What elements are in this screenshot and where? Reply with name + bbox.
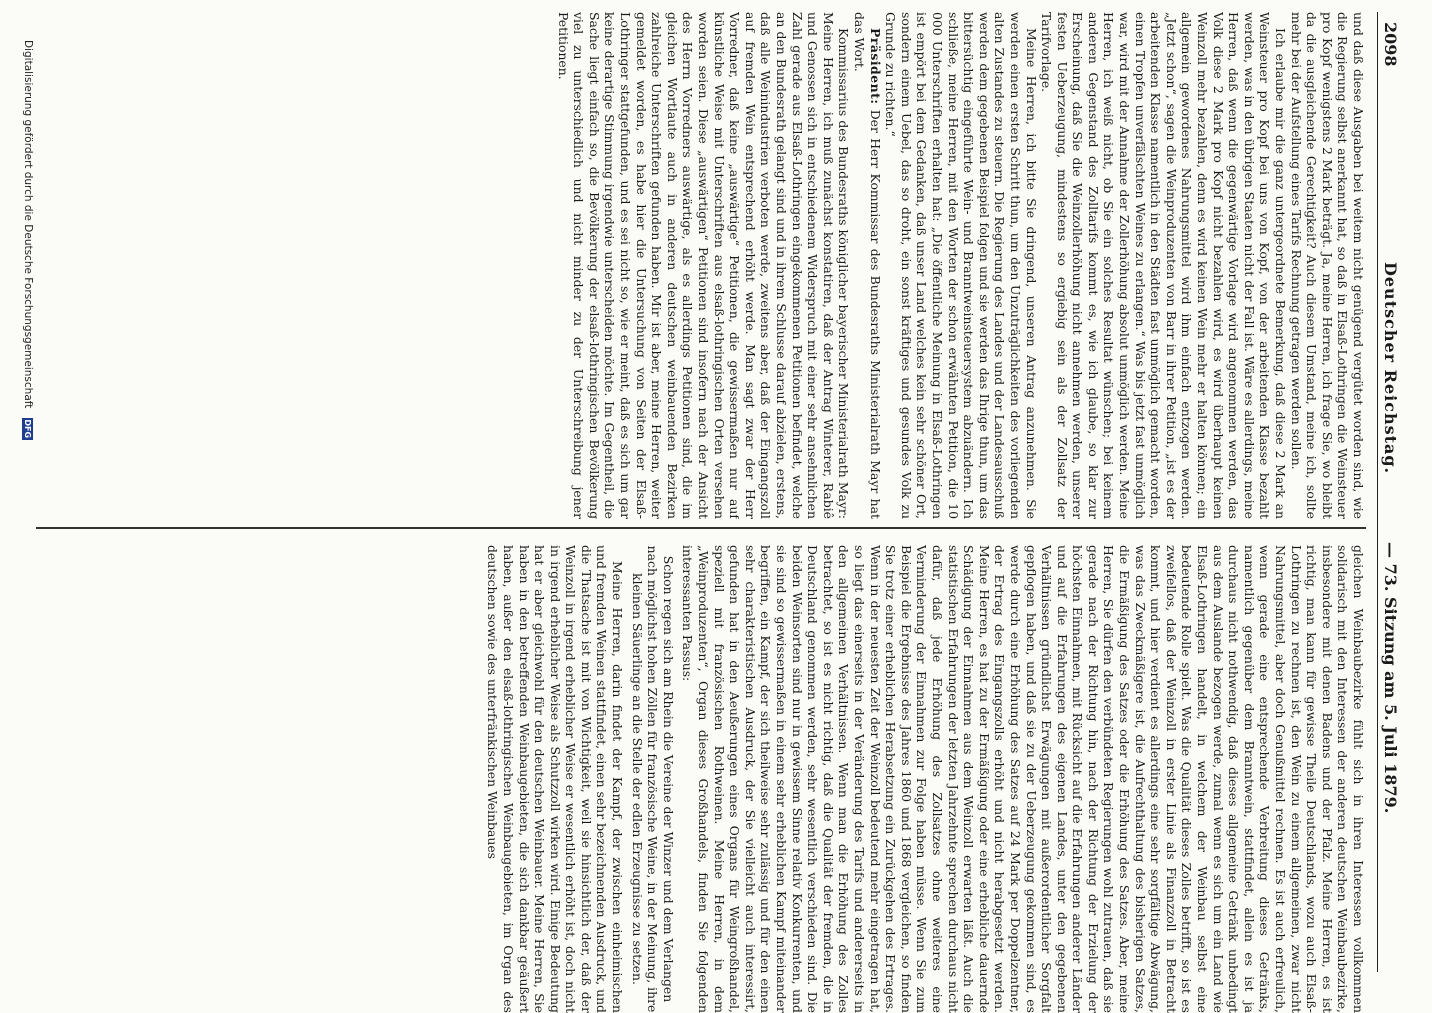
- column-divider: [36, 527, 1366, 529]
- quoted-passage: Schon regen sich am Rhein die Vereine der Winzer und dem Verlangen nach möglichst hohen Zöllen für französische Weine, in der Meinung, ihre kleinen Säuerlinge an die Stelle der edlen Erzeugnisse zu setzen.: [629, 545, 676, 1013]
- page-number: 2098: [1381, 22, 1400, 67]
- dfg-logo-icon: DFG: [23, 419, 33, 439]
- paragraph: Kommissarius des Bundesraths königlicher bayerischer Ministerialrath Mayr: Meine Herren, ich muß zunächst konstatiren, daß der Antrag Winterer, Rabiê und Genossen sich in entschiedenem Widerspruch mit einer sehr ansehnlichen Zahl gerade aus Elsaß-Lothringen eingekommenen Petitionen befindet, welche an den Bundesrath gelangt sind und in ihrem Schlusse darauf abzielen, erstens, daß alle Weinindustrien verboten werde, zweitens aber, daß der Eingangszoll auf fremden Wein entsprechend erhöht werde. Man sagt zwar der Herr Vorredner, daß keine „auswärtige“ Petitionen, die gewissermaßen nur auf künstliche Weise mit Unterschriften aus elsaß-lothringischen Orten versehen worden seien. Diese „auswärtigen“ Petitionen sind insofern nach der Ansicht des Herrn Vorredners auswärtige, als es allerdings Petitionen sind, die im gleichen Wortlaute auch in anderen deutschen weinbauenden Bezirken zahlreiche Unterschriften gefunden haben. Mir ist aber, meine Herren, weiter gemeldet worden, es habe hier die Untersuchung von Seiten der Elsaß-Lothringer stattgefunden, und es sei nicht so, wie er meint, daß es sich um gar keine derartige Stimmung irgendwie unterscheiden möchte. Im Gegentheil, die Sache liegt einfach so, die Bevölkerung der elsaß-lothringischen Bevölkerung viel zu unterschiedlich und nicht minder zu der Unterschreibung jener Petitionen.: [555, 12, 852, 519]
- paragraph: Meine Herren, ich bitte Sie dringend, unseren Antrag anzunehmen. Sie werden einen ersten Schritt thun, um den Unzuträglichkeiten des vorliegenden alten Zustandes zu steuern. Die Regierung des Landes und der Landesausschuß werden dem gegebenen Beispiel folgen und sie werden das Ihrige thun, um das bittersüchtig eingeführte Wein- und Branntweinsteuersystem abzuändern. Ich schließe, meine Herren, mit den Worten der schon erwähnten Petition, die 10 000 Unterschriften erhalten hat: „Die öffentliche Meinung in Elsaß-Lothringen ist empört bei dem Gedanken, daß unser Land welches kein sehr schöner Ort, sondern einem Uebel, das so droht, ein sonst kräftiges und gesundes Volk zu Grunde zu richten.“: [883, 12, 1039, 519]
- session-title: — 73. Sitzung am 5. Juli 1879.: [1381, 542, 1400, 814]
- paragraph: Ich erlaube mir die ganz untergeordnete Bemerkung, daß diese 2 Mark an Weinsteuer pro Kopf bei uns von Kopf, von der arbeitenden Klasse bezahlt werden, was in den übrigen Staaten nicht der Fall ist. Wäre es allerdings, meine Herren, daß wenn die gegenwärtige Vorlage wird angenommen werden, das Volk diese 2 Mark pro Kopf nicht bezahlen wird, es wird überhaupt keinen Weinzoll mehr bezahlen, denn es wird keinen Wein mehr er halten können; ein allgemein gewordenes Nahrungsmittel wird ihm einfach entzogen werden. „Jetzt schon“, sagen die Weinproduzenten von Barr in ihrer Petition, „ist es der arbeitenden Klasse namentlich in den Städten fast unmöglich gemacht worden, einen Tropfen unverfälschten Weines zu erlangen.“ Was bis jetzt fast unmöglich war, wird mit der Annahme der Zollerhöhung absolut unmöglich werden. Meine Herren, ich weiß nicht, ob Sie ein solches Resultat wünschen; bei keinem anderen Gegenstand des Zolltarifs kommt es, wie ich glaube, so klar zur Erscheinung, daß Sie die Weinzollerhöhung nicht annehmen werden, unserer festen Ueberzeugung, mindestens so ergiebig sein als der Zollsatz der Tarifvorlage.: [1039, 12, 1289, 519]
- speaker-paragraph: [851, 12, 882, 519]
- paragraph: gleichen Weinbaubezirke fühlt sich in ihren Interessen vollkommen solidarisch mit den Interessen der anderen deutschen Weinbaubezirke, insbesondere mit denen Badens und der Pfalz. Meine Herren, es ist richtig, man kann für gewisse Theile Deutschlands, wozu auch Elsaß-Lothringen zu rechnen ist, den Wein zu einem allgemeinen, zwar nicht Nahrungsmittel, aber doch Genußmittel rechnen. Es ist auch erfreulich, wenn gerade eine entsprechende Verbreitung dieses Getränks, namentlich gegenüber dem Branntwein, stattfindet, allein es ist ja durchaus nicht nothwendig, daß dieses allgemeine Getränk unbedingt aus dem Auslande bezogen werde, zumal wenn es sich um ein Land wie Elsaß-Lothringen handelt, in welchem der Weinbau selbst eine bedeutende Rolle spielt. Was die Qualität dieses Zolles betrifft, so ist es zweifellos, daß der Weinzoll in erster Linie als Finanzzoll in Betracht kommt, und hier verdient es allerdings eine sehr sorgfältige Abwägung, was das Zweckmäßigere ist, die Aufrechthaltung des bisherigen Satzes, die Ermäßigung des Satzes oder die Erhöhung des Satzes. Aber, meine Herren, Sie dürfen den verbündeten Regierungen wohl zutrauen, daß sie gerade nach der Richtung hin, nach der Richtung der Erzielung der höchsten Einnahmen, mit Rücksicht auf die Erfahrungen anderer Länder und auf die Erfahrungen des eigenen Landes, unter den gegebenen Verhältnissen gründlichst Erwägungen mit außerordentlicher Sorgfalt gepflogen haben, und daß sie zu der Ueberzeugung gekommen sind, es werde durch eine Erhöhung des Satzes auf 24 Mark per Doppelzentner, der Ertrag des Eingangszolls erhöht und nicht herabgesetzt werden. Meine Herren, es hat zu der Ermäßigung oder eine erhebliche dauernde Schädigung der Einnahmen aus dem Weinzoll erwarten läßt. Auch die statistischen Erfahrungen der letzten Jahrzehnte sprechen durchaus nicht dafür, daß jede Erhöhung des Zollsatzes ohne weiteres eine Verminderung der Einnahmen zur Folge haben müsse. Wenn Sie zum Beispiel die Ergebnisse des Jahres 1860 und 1868 vergleichen, so finden Sie trotz einer erheblichen Herabsetzung ein Zurückgehen des Ertrages. Wenn in der neuesten Zeit der Weinzoll bedeutend mehr eingetragen hat, so liegt das einerseits in der Veränderung des Tarifs und andererseits in den allgemeinen Verhältnissen. Wenn man die Erhöhung des Zolles betrachtet, so ist es nicht richtig, daß die Qualität der fremden, die in Deutschland genommen werden, sehr wesentlich verschieden sind. Die beiden Weinsorten sind nur in gewissem Sinne relativ Konkurrenten, und sie sind so gewissermaßen in einem sehr erheblichen Kampf miteinander begriffen, ein Kampf, der sich theilweise sehr zulässig und für den einen sehr charakteristischen Ausdruck, der Sie vielleicht auch interessirt, gefunden hat in den Aeußerungen eines Organs für Weingroßhandel, speziell mit französischen Rothweinen. Meine Herren, in dem „Weinproduzenten“, Organ dieses Großhandels, finden Sie folgenden interessanten Passus:: [680, 545, 1366, 1013]
- text-column-right: [36, 545, 1366, 1013]
- paragraph: und daß diese Ausgaben bei weitem nicht genügend vergütet worden sind, wie die Regierung selbst anerkannt hat, so daß in Elsaß-Lothringen die Weinsteuer pro Kopf wenigstens 2 Mark beträgt. Ja, meine Herren, ich frage Sie, wo bleibt da die ausgleichende Gerechtigkeit? Auch diesem Umstand, meine ich, sollte mehr bei der Aufstellung eines Tarifs Rechnung getragen werden sollen.: [1288, 12, 1366, 519]
- page-header: [1377, 12, 1404, 972]
- speaker-text: Der Herr Kommissar des Bundesraths Ministerialrath Mayr hat das Wort.: [852, 12, 883, 519]
- speaker-name: Präsident:: [867, 28, 883, 105]
- footer-credit: Digitalisierung gefördert durch die Deutsche Forschungsgemeinschaft: [22, 40, 34, 409]
- journal-title: Deutscher Reichstag.: [1381, 262, 1400, 475]
- digitization-footer: [12, 40, 34, 950]
- text-column-left: [36, 12, 1366, 519]
- paragraph: Meine Herren, darin findet der Kampf, der zwischen einheimischen und fremden Weinen stattfindet, einen sehr bezeichnenden Ausdruck, und die Thatsache ist mit von Wichtigkeit, weil sie hinsichtlich der, daß der Weinzoll in irgend erheblicher Weise er wesentlich erhöht ist, doch nicht in irgend erheblicher Weise als Schutzzoll wirken wird. Einige Bedeutung hat er aber gleichwohl für den deutschen Weinbauer. Meine Herren, Sie haben in den betreffenden Weinbaugebieten, die sich dankbar geäußert haben, außer den elsaß-lothringischen Weinbaugebieten, im Organ des deutschen sowie des unterfränkischen Weinbaues: [485, 545, 626, 1013]
